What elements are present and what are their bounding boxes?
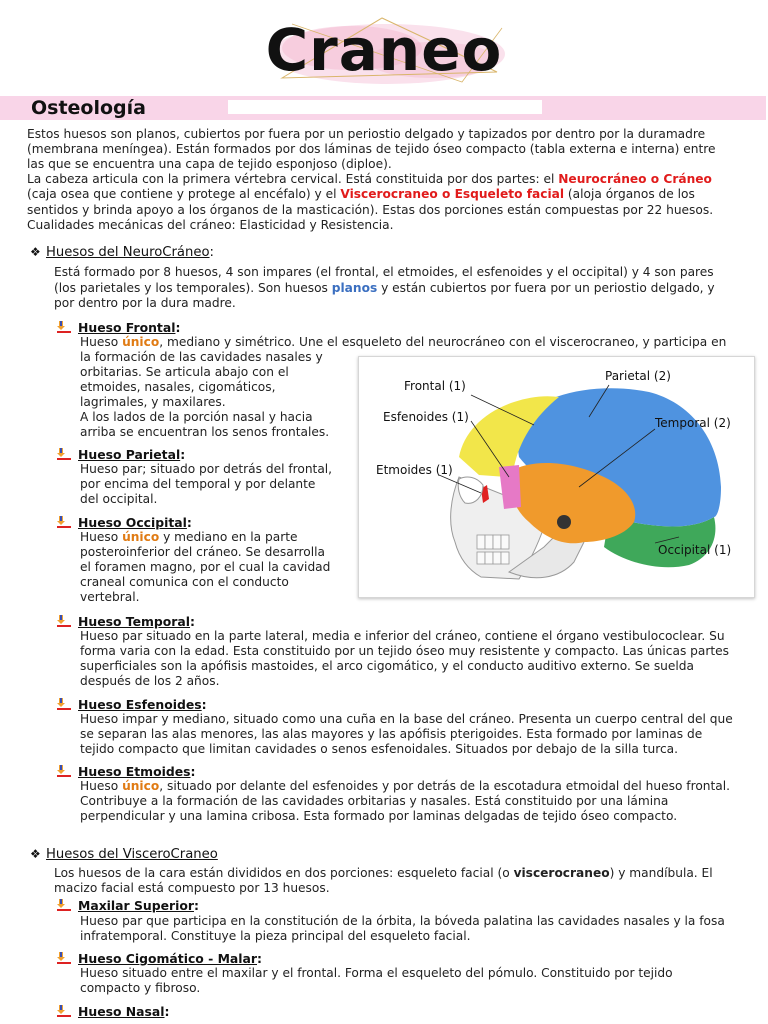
viscero-line: macizo facial está compuesto por 13 huesos. (54, 881, 330, 895)
frontal-line: lagrimales, y maxilares. (80, 395, 226, 409)
down-arrow-bullet-icon (56, 899, 78, 911)
label-esfenoides: Esfenoides (1) (383, 410, 469, 424)
label-etmoides: Etmoides (1) (376, 463, 453, 477)
intro-line: (caja osea que contiene y protege al encéfalo) y el Viscerocraneo o Esqueleto facial (aloja órganos de los (27, 187, 695, 201)
unico-highlight: único (122, 779, 160, 793)
title-area (0, 0, 768, 92)
label-parietal: Parietal (2) (605, 369, 671, 383)
intro-line: Cualidades mecánicas del cráneo: Elasticidad y Resistencia. (27, 218, 394, 232)
down-arrow-bullet-icon (56, 1005, 78, 1017)
maxilar-line: infratemporal. Constituye la pieza principal del esqueleto facial. (80, 929, 471, 943)
nasal-heading: Hueso Nasal: (56, 1004, 169, 1019)
unico-highlight: único (122, 530, 160, 544)
viscero-line: Los huesos de la cara están divididos en dos porciones: esqueleto facial (o viscerocraneo) y mandíbula. El (54, 866, 713, 880)
label-temporal: Temporal (2) (655, 416, 731, 430)
occipital-line: vertebral. (80, 590, 140, 604)
label-occipital: Occipital (1) (658, 543, 732, 557)
frontal-line: Hueso único, mediano y simétrico. Une el esqueleto del neurocráneo con el viscerocraneo, y participa en (80, 335, 727, 349)
heading-band-gap (228, 100, 542, 114)
intro-line: Estos huesos son planos, cubiertos por fuera por un periostio delgado y tapizados por dentro por la duramadre (27, 127, 706, 141)
esfenoides-line: Hueso impar y mediano, situado como una cuña en la base del cráneo. Presenta un cuerpo central del que (80, 712, 733, 726)
occipital-line: craneal comunica con el conducto (80, 575, 289, 589)
down-arrow-bullet-icon (56, 765, 78, 777)
parietal-line: por encima del temporal y por delante (80, 477, 316, 491)
etmoides-line: Contribuye a la formación de las cavidades orbitarias y nasales. Está constituido por una lámina (80, 794, 669, 808)
parietal-line: del occipital. (80, 492, 158, 506)
intro-line: las que se encuentra una capa de tejido esponjoso (diploe). (27, 157, 392, 171)
diamond-bullet-icon: ❖ (30, 847, 41, 861)
intro-line: sentidos y brinda apoyo a los órganos de la masticación). Estas dos porciones están compuestas por 22 huesos. (27, 203, 714, 217)
down-arrow-bullet-icon (56, 516, 78, 528)
unico-highlight: único (122, 335, 160, 349)
etmoides-line: Hueso único, situado por delante del esfenoides y por detrás de la escotadura etmoidal del hueso frontal. (80, 779, 731, 793)
temporal-line: Hueso par situado en la parte lateral, media e inferior del cráneo, contiene el órgano vestibulococlear. Su (80, 629, 725, 643)
skull-illustration (359, 357, 754, 597)
frontal-line: arriba se encuentran los senos frontales. (80, 425, 330, 439)
cigomatico-line: compacto y fibroso. (80, 981, 201, 995)
down-arrow-bullet-icon (56, 615, 78, 627)
cigomatico-heading: Hueso Cigomático - Malar: (56, 951, 262, 966)
neuro-line: Está formado por 8 huesos, 4 son impares (el frontal, el etmoides, el esfenoides y el occipital) y 4 son pares (54, 265, 714, 279)
intro-line: La cabeza articula con la primera vértebra cervical. Está constituida por dos partes: el Neurocráneo o Cráneo (27, 172, 712, 186)
neuro-line: por dentro por la dura madre. (54, 296, 236, 310)
frontal-heading: Hueso Frontal: (56, 320, 180, 335)
neurocraneo-heading: ❖ Huesos del NeuroCráneo: (30, 245, 214, 260)
down-arrow-bullet-icon (56, 448, 78, 460)
occipital-line: el foramen magno, por el cual la cavidad (80, 560, 331, 574)
down-arrow-bullet-icon (56, 952, 78, 964)
esfenoides-line: se separan las alas menores, las alas mayores y las apófisis pterigoides. Esta formado por laminas de (80, 727, 703, 741)
cigomatico-line: Hueso situado entre el maxilar y el frontal. Forma el esqueleto del pómulo. Constituido por tejido (80, 966, 673, 980)
diamond-bullet-icon: ❖ (30, 245, 41, 259)
frontal-line: la formación de las cavidades nasales y (80, 350, 323, 364)
parietal-line: Hueso par; situado por detrás del frontal, (80, 462, 333, 476)
maxilar-heading: Maxilar Superior: (56, 898, 199, 913)
neurocraneo-highlight: Neurocráneo o Cráneo (558, 172, 712, 186)
intro-line: (membrana meníngea). Están formados por dos láminas de tejido óseo compacto (tabla externa e interna) entre (27, 142, 716, 156)
temporal-line: después de los 2 años. (80, 674, 220, 688)
temporal-line: forma varia con la edad. Esta constituido por un tejido óseo muy resistente y compacto. Las únicas partes (80, 644, 730, 658)
label-frontal: Frontal (1) (404, 379, 466, 393)
viscerocraneo-heading: ❖ Huesos del VisceroCraneo (30, 847, 218, 862)
frontal-line: A los lados de la porción nasal y hacia (80, 410, 313, 424)
planos-highlight: planos (331, 281, 378, 295)
frontal-line: etmoides, nasales, cigomáticos, (80, 380, 276, 394)
viscerocraneo-highlight: Viscerocraneo o Esqueleto facial (340, 187, 565, 201)
etmoides-line: perpendicular y una lamina cribosa. Esta formado por laminas delgadas de tejido óseo compacto. (80, 809, 678, 823)
occipital-line: posteroinferior del cráneo. Se desarrolla (80, 545, 325, 559)
occipital-line: Hueso único y mediano en la parte (80, 530, 298, 544)
parietal-heading: Hueso Parietal: (56, 447, 185, 462)
down-arrow-bullet-icon (56, 698, 78, 710)
etmoides-heading: Hueso Etmoides: (56, 764, 195, 779)
neuro-line: (los parietales y los temporales). Son huesos planos y están cubiertos por fuera por un periostio delgado, y (54, 281, 715, 295)
down-arrow-bullet-icon (56, 321, 78, 333)
skull-diagram (358, 356, 755, 598)
esfenoides-heading: Hueso Esfenoides: (56, 697, 207, 712)
section-heading: Osteología (31, 97, 146, 119)
page-title: Craneo (265, 16, 503, 84)
frontal-line: orbitarias. Se articula abajo con el (80, 365, 289, 379)
maxilar-line: Hueso par que participa en la constitución de la órbita, la bóveda palatina las cavidades nasales y la fosa (80, 914, 725, 928)
esfenoides-line: tejido compacto que limitan cavidades o senos esfenoidales. Situados por debajo de la silla turca. (80, 742, 678, 756)
occipital-heading: Hueso Occipital: (56, 515, 192, 530)
temporal-line: superficiales son la apófisis mastoides, el arco cigomático, y el conducto auditivo externo. Se suelda (80, 659, 694, 673)
temporal-heading: Hueso Temporal: (56, 614, 195, 629)
